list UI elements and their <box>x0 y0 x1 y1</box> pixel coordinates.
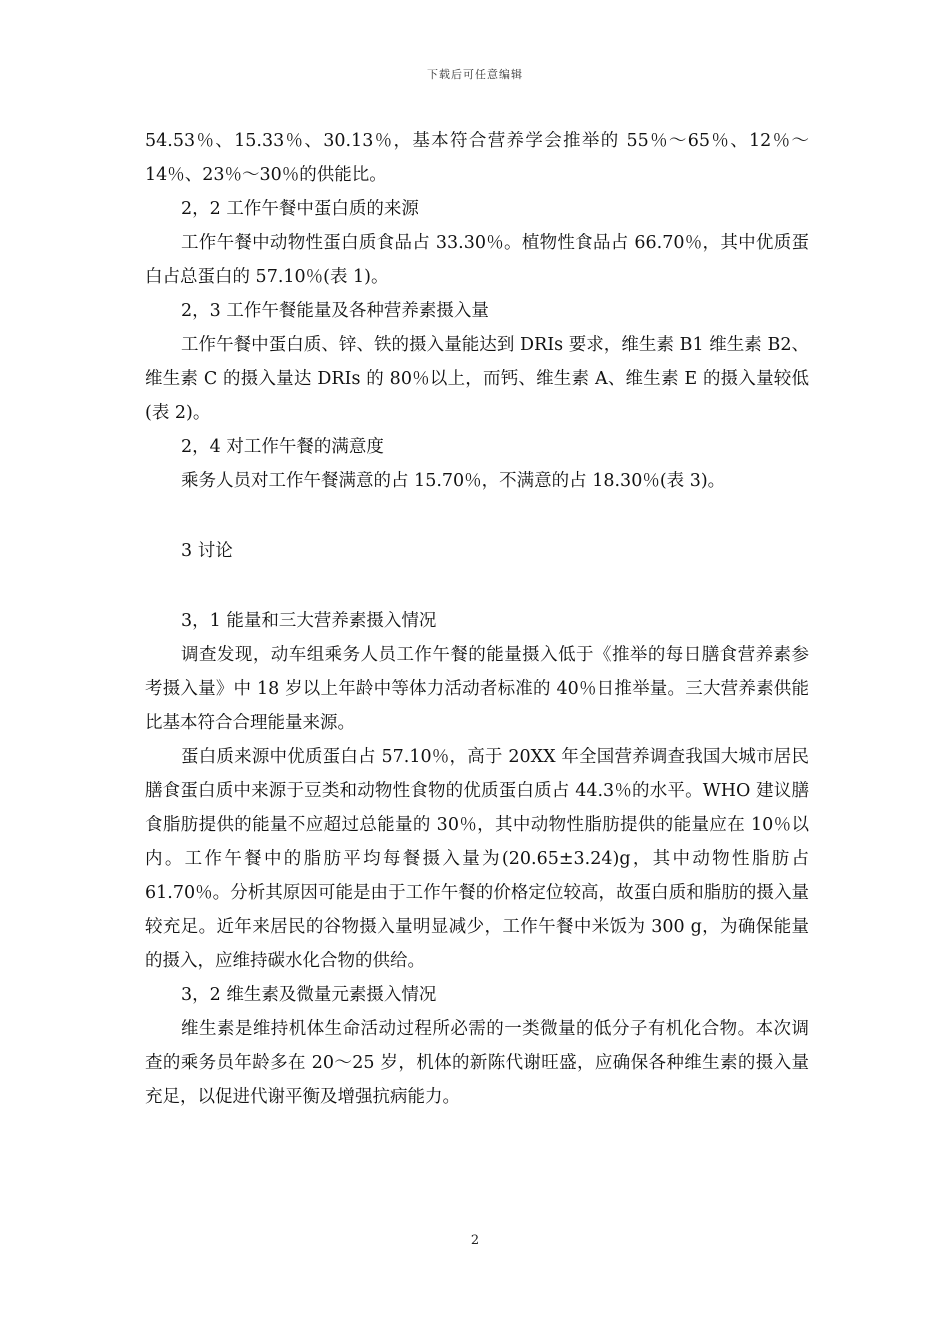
spacer <box>145 568 809 604</box>
page-header: 下载后可任意编辑 <box>427 68 523 81</box>
heading-3-discussion: 3 讨论 <box>181 541 233 561</box>
spacer <box>145 498 809 534</box>
paragraph-vitamins: 维生素是维持机体生命活动过程所必需的一类微量的低分子有机化合物。本次调查的乘务员年龄多在 20～25 岁，机体的新陈代谢旺盛，应确保各种维生素的摄入量充足，以促进代谢平衡及增强抗病能力。 <box>145 1019 809 1107</box>
paragraph-energy-ratio: 54.53％、15.33％、30.13％，基本符合营养学会推举的 55％～65％、12％～14％、23％～30％的供能比。 <box>145 131 809 185</box>
paragraph-energy-findings: 调查发现，动车组乘务人员工作午餐的能量摄入低于《推举的每日膳食营养素参考摄入量》中 18 岁以上年龄中等体力活动者标准的 40％日推举量。三大营养素供能比基本符合合理能量来源。 <box>145 645 809 733</box>
heading-2-4: 2，4 对工作午餐的满意度 <box>181 437 384 457</box>
heading-2-2: 2，2 工作午餐中蛋白质的来源 <box>181 199 419 219</box>
heading-3-2: 3，2 维生素及微量元素摄入情况 <box>181 985 437 1005</box>
page-number: 2 <box>470 1233 480 1248</box>
paragraph-satisfaction: 乘务人员对工作午餐满意的占 15.70％，不满意的占 18.30％(表 3)。 <box>181 471 726 491</box>
paragraph-nutrient-intake: 工作午餐中蛋白质、锌、铁的摄入量能达到 DRIs 要求，维生素 B1 维生素 B2、维生素 C 的摄入量达 DRIs 的 80％以上，而钙、维生素 A、维生素 E 的摄入量较低(表 2)。 <box>145 335 809 423</box>
heading-3-1: 3，1 能量和三大营养素摄入情况 <box>181 611 437 631</box>
heading-2-3: 2，3 工作午餐能量及各种营养素摄入量 <box>181 301 489 321</box>
paragraph-protein-source: 工作午餐中动物性蛋白质食品占 33.30％。植物性食品占 66.70％，其中优质蛋白占总蛋白的 57.10％(表 1)。 <box>145 233 809 287</box>
document-body <box>145 124 809 1114</box>
paragraph-protein-fat: 蛋白质来源中优质蛋白占 57.10％，高于 20XX 年全国营养调查我国大城市居民膳食蛋白质中来源于豆类和动物性食物的优质蛋白质占 44.3％的水平。WHO 建议膳食脂肪提供的能量不应超过总能量的 30％，其中动物性脂肪提供的能量应在 10％以内。工作午餐中的脂肪平均每餐摄入量为(20.65±3.24)g，其中动物性脂肪占 61.70％。分析其原因可能是由于工作午餐的价格定位较高，故蛋白质和脂肪的摄入量较充足。近年来居民的谷物摄入量明显减少，工作午餐中米饭为 300 g，为确保能量的摄入，应维持碳水化合物的供给。 <box>145 747 809 971</box>
